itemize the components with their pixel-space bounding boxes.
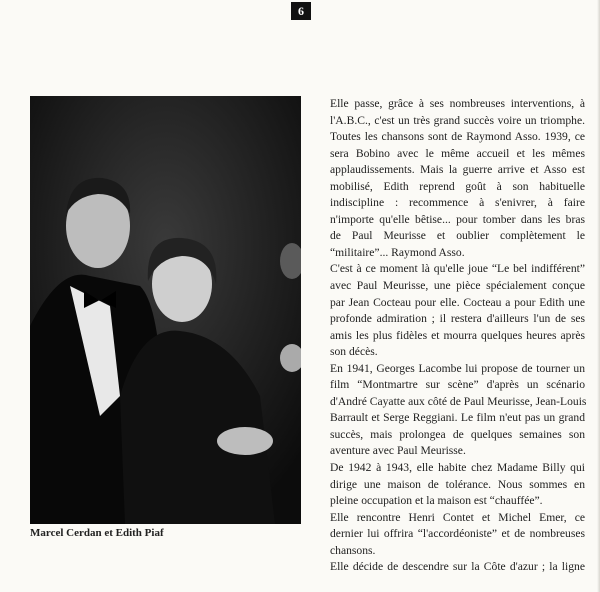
text-line: n'importe qu'elle bêtise... pour tomber dans les bras [330, 212, 585, 226]
text-line: Elle rencontre Henri Contet et Michel Emer, ce [330, 510, 585, 524]
text-line: applaudissements. Mais la guerre arrive et Asso est [330, 163, 585, 177]
text-line: C'est à ce moment là qu'elle joue “Le bel indifférent” [330, 262, 585, 276]
text-line: pleine occupation et la maison est “chauffée”. [330, 494, 543, 508]
text-line: indiscipline : recommence à s'enivrer, à faire [330, 196, 585, 210]
text-line: profonde admiration ; il restera d'ailleurs l'un de ses [330, 312, 585, 326]
text-line: dernier lui offrira “l'accordéoniste” et de nombreuses [330, 527, 585, 541]
text-line: En 1941, Georges Lacombe lui propose de tourner un [330, 361, 585, 375]
text-line: Toutes les chansons sont de Raymond Asso. 1939, ce [330, 130, 585, 144]
text-line: Elle décide de descendre sur la Côte d'azur ; la ligne [330, 560, 585, 574]
photo-illustration [30, 96, 301, 524]
text-line: son décès. [330, 345, 378, 359]
text-line: Elle passe, grâce à ses nombreuses interventions, à [330, 97, 585, 110]
text-line: sera Bobino avec le même accueil et les mêmes [330, 146, 585, 160]
body-text [330, 96, 585, 576]
text-line: Barrault et Serge Reggiani. Le film n'eut pas un grand [330, 411, 585, 425]
text-line: l'A.B.C., c'est un très grand succès voire un triomphe. [330, 113, 585, 127]
page-number: 6 [291, 2, 311, 20]
photo-caption: Marcel Cerdan et Edith Piaf [30, 527, 164, 539]
text-line: succès, mais prolongea de quelques semaines son [330, 427, 585, 441]
text-line: amis les plus fidèles et mourra quelques heures après [330, 328, 585, 342]
text-line: film “Montmartre sur scène” d'après un scénario [330, 378, 585, 392]
text-line: “militaire”... Raymond Asso. [330, 245, 465, 259]
text-line: avec Paul Meurisse, une pièce spécialement conçue [330, 279, 585, 293]
text-line: mobilisé, Edith reprend goût à son habituelle [330, 179, 585, 193]
text-line: d'André Cayatte aux côté de Paul Meurisse, Jean-Louis [330, 394, 587, 408]
photo-cerdan-piaf [30, 96, 301, 524]
text-line: par Jean Cocteau pour elle. Cocteau a pour Edith une [330, 295, 585, 309]
text-line: chansons. [330, 543, 376, 557]
text-line: dirige une maison de tolérance. Nous sommes en [330, 477, 585, 491]
text-line: de Paul Meurisse et oublier complètement le [330, 229, 585, 243]
text-line: De 1942 à 1943, elle habite chez Madame Billy qui [330, 461, 585, 475]
text-line: aventure avec Paul Meurisse. [330, 444, 466, 458]
